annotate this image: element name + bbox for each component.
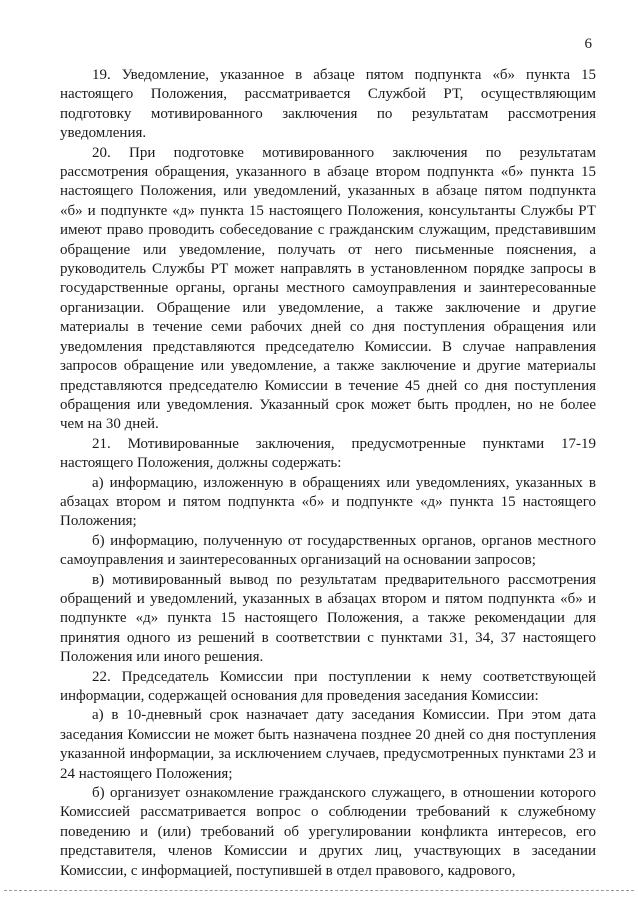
paragraph-19: 19. Уведомление, указанное в абзаце пятом подпункта «б» пункта 15 настоящего Положения, рассматривается Службой РТ, осуществляющим подготовку мотивированного заключения по результатам рассмотрения уведомления. [60,67,596,142]
paragraph-20: 20. При подготовке мотивированного заключения по результатам рассмотрения обращения, указанного в абзаце втором подпункта «б» пункта 15 настоящего Положения, или уведомлений, указанных в абзаце пятом подпункта «б» и подпункте «д» пункта 15 настоящего Положения, консультанты Службы РТ имеют право проводить собеседование с гражданским служащим, представившим обращение или уведомление, получать от него письменные пояснения, а руководитель Службы РТ может направлять в установленном порядке запросы в государственные органы, органы местного самоуправления и заинтересованные организации. Обращение или уведомление, а также заключение и другие материалы в течение семи рабочих дней со дня поступления обращения или уведомления представляются председателю Комиссии. В случае направления запросов обращение или уведомление, а также заключение и другие материалы представляются председателю Комиссии в течение 45 дней со дня поступления обращения или уведомления. Указанный срок может быть продлен, но не более чем на 30 дней. [60,144,596,433]
paragraph-22-b: б) организует ознакомление гражданского служащего, в отношении которого Комиссией рассматривается вопрос о соблюдении требований к служебному поведению и (или) требований об урегулировании конфликта интересов, его представителя, членов Комиссии и других лиц, участвующих в заседании Комиссии, с информацией, поступившей в отдел правового, кадрового, [60,785,596,879]
scan-edge-line [4,890,634,891]
document-body [60,64,596,881]
paragraph-21-v: в) мотивированный вывод по результатам предварительного рассмотрения обращений и уведомлений, указанных в абзацах втором и пятом подпункта «б» и подпункте «д» пункта 15 настоящего Положения, а также рекомендации для принятия одного из решений в соответствии с пунктами 31, 34, 37 настоящего Положения или иного решения. [60,571,596,666]
paragraph-22-a: а) в 10-дневный срок назначает дату заседания Комиссии. При этом дата заседания Комиссии не может быть назначена позднее 20 дней со дня поступления указанной информации, за исключением случаев, предусмотренных пунктами 23 и 24 настоящего Положения; [60,707,596,782]
paragraph-21-b: б) информацию, полученную от государственных органов, органов местного самоуправления и заинтересованных организаций на основании запросов; [60,532,596,569]
page-number: 6 [584,36,592,52]
paragraph-21-a: а) информацию, изложенную в обращениях или уведомлениях, указанных в абзацах втором и пятом подпункта «б» и подпункте «д» пункта 15 настоящего Положения; [60,474,596,530]
paragraph-21: 21. Мотивированные заключения, предусмотренные пунктами 17-19 настоящего Положения, должны содержать: [60,435,596,472]
paragraph-22: 22. Председатель Комиссии при поступлении к нему соответствующей информации, содержащей основания для проведения заседания Комиссии: [60,668,596,704]
